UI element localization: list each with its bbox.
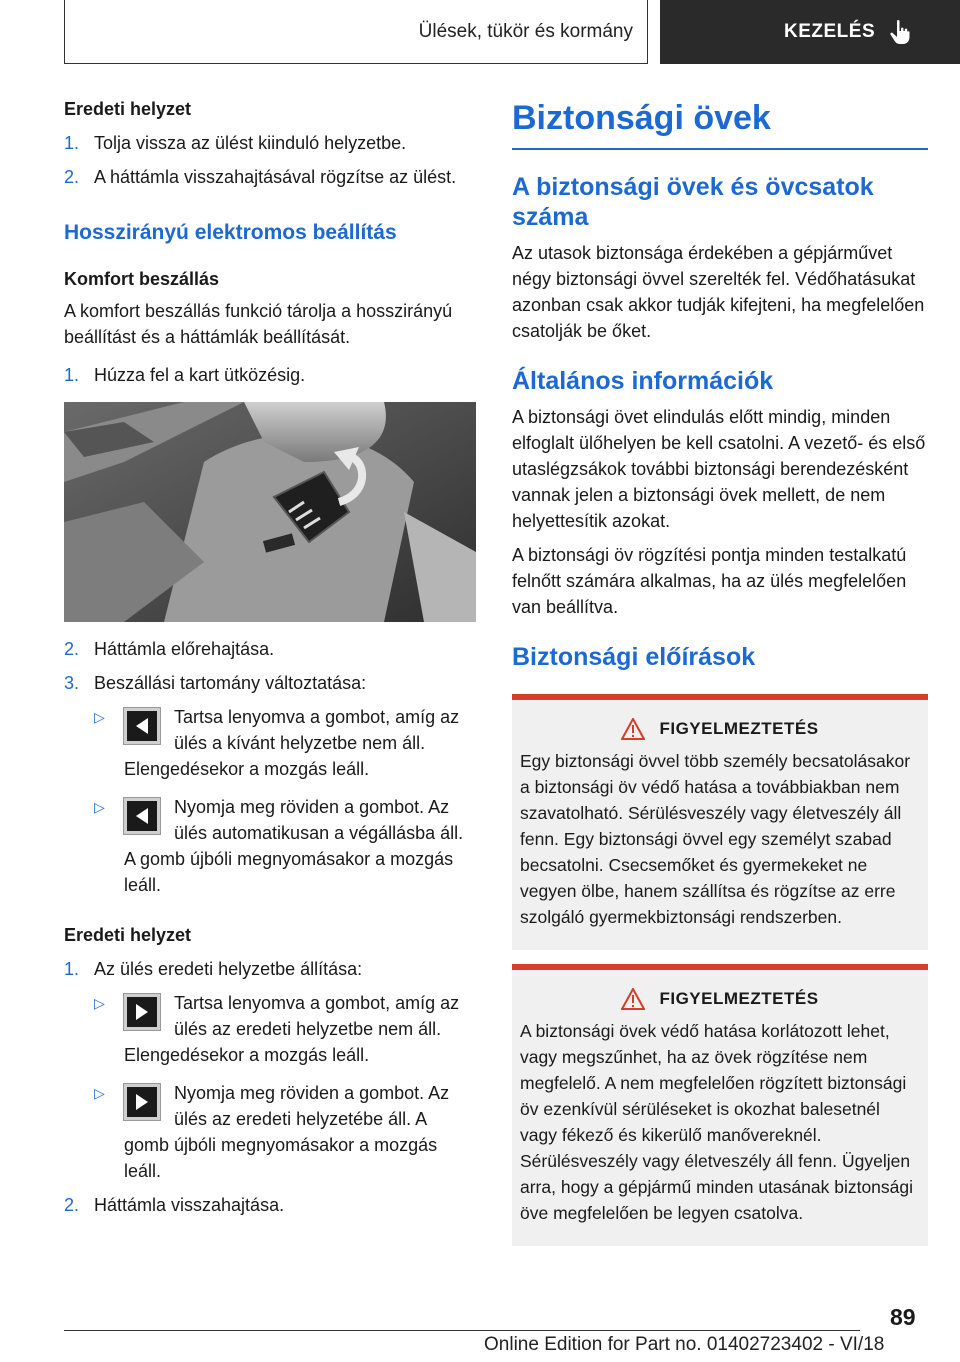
list-item: 2. Háttámla előrehajtása. (64, 639, 275, 659)
right-column (512, 96, 928, 1246)
seatbelt-count-text: Az utasok biztonsága érdekében a gépjárművet négy biztonsági övvel szerelték fel. Védőhatásukat azonban csak akkor tudják kifejteni, ha megfelelően csatolják be őket. (512, 243, 925, 341)
warning-text: Egy biztonsági övvel több személy becsatolásakor a biztonsági öv védő hatása a továbbiakban nem szavatolható. Sérülésveszély vagy életveszély áll fenn. Egy biztonsági övvel egy személyt szabad becsatolni. Csecsemőket és gyermekeket ne vegyen ölbe, hanem szállítsa és rögzítse az erre szolgáló gyermekbiztonsági rendszerben. (520, 751, 911, 927)
warning-box (512, 964, 928, 1246)
list-item: 1. Az ülés eredeti helyzetbe állítása: (64, 959, 363, 979)
chapter-tab (660, 0, 960, 64)
warning-triangle-icon (621, 988, 645, 1010)
original-position-heading: Eredeti helyzet (64, 925, 192, 945)
bullet-item: ▷ Tartsa lenyomva a gombot, amíg az ülés a kívánt helyzetbe nem áll. Elengedésekor a mozgás leáll. (94, 707, 460, 779)
section-title: Ülések, tükör és kormány (418, 20, 633, 42)
warning-title: FIGYELMEZTETÉS (659, 719, 819, 738)
page-number: 89 (890, 1304, 916, 1330)
long-adjustment-heading: Hosszirányú elektromos beállítás (64, 221, 397, 244)
section-header (64, 0, 648, 64)
arrow-left-button-icon (124, 708, 160, 744)
footer-divider (64, 1330, 860, 1331)
general-info-text-1: A biztonsági övet elindulás előtt mindig, minden elfoglalt ülőhelyen be kell csatolni. A vezető- és első utaslégzsákok további biztonsági berendezésként vannak jelen a biztonsági övek mellett, de nem helyettesítik azokat. (512, 407, 926, 531)
warning-box (512, 694, 928, 950)
arrow-left-button-icon (124, 798, 160, 834)
comfort-entry-text: A komfort beszállás funkció tárolja a hosszirányú beállítást és a háttámlák beállítását. (64, 301, 453, 347)
list-item: 1. Húzza fel a kart ütközésig. (64, 365, 306, 385)
arrow-right-button-icon (124, 1084, 160, 1120)
warning-title: FIGYELMEZTETÉS (659, 989, 819, 1008)
warning-triangle-icon (621, 718, 645, 740)
bullet-item: ▷ Tartsa lenyomva a gombot, amíg az ülés az eredeti helyzetbe nem áll. Elengedésekor a mozgás leáll. (94, 993, 460, 1065)
seat-lever-illustration (64, 402, 476, 622)
list-item: 3. Beszállási tartomány változtatása: (64, 673, 367, 693)
original-position-heading: Eredeti helyzet (64, 99, 192, 119)
list-item: 2. A háttámla visszahajtásával rögzítse az ülést. (64, 167, 457, 187)
hand-pointer-icon (889, 19, 911, 45)
footer-edition: Online Edition for Part no. 01402723402 - VI/18 (484, 1334, 885, 1355)
bullet-item: ▷ Nyomja meg röviden a gombot. Az ülés automatikusan a végállásba áll. A gomb újbóli megnyomásakor a mozgás leáll. (94, 797, 464, 895)
comfort-entry-heading: Komfort beszállás (64, 269, 220, 289)
chapter-label: KEZELÉS (784, 21, 876, 42)
bullet-item: ▷ Nyomja meg röviden a gombot. Az ülés az eredeti helyzetébe áll. A gomb újbóli megnyomásakor a mozgás leáll. (94, 1083, 450, 1181)
warning-text: A biztonsági övek védő hatása korlátozott lehet, vagy megszűnhet, ha az övek rögzítése nem megfelelő. A nem megfelelően rögzített biztonsági öv ezenkívül sérüléseket is okozhat balesetnél vagy fékező és kikerülő manővereknél. Sérülésveszély vagy életveszély áll fenn. Ügyeljen arra, hogy a gépjármű minden utasának biztonsági öve megfelelően be legyen csatolva. (520, 1021, 914, 1223)
general-info-heading: Általános információk (512, 367, 774, 395)
left-column (64, 96, 476, 1218)
seatbelt-count-heading: A biztonsági övek és övcsatok száma (512, 173, 874, 231)
list-item: 2. Háttámla visszahajtása. (64, 1195, 285, 1215)
list-item: 1. Tolja vissza az ülést kiinduló helyzetbe. (64, 133, 407, 153)
seat-lever-photo (64, 402, 476, 622)
general-info-text-2: A biztonsági öv rögzítési pontja minden testalkatú felnőtt számára alkalmas, ha az ülés megfelelően van beállítva. (512, 545, 907, 617)
arrow-right-button-icon (124, 994, 160, 1030)
safety-rules-heading: Biztonsági előírások (512, 643, 756, 671)
main-title: Biztonsági övek (512, 96, 928, 150)
